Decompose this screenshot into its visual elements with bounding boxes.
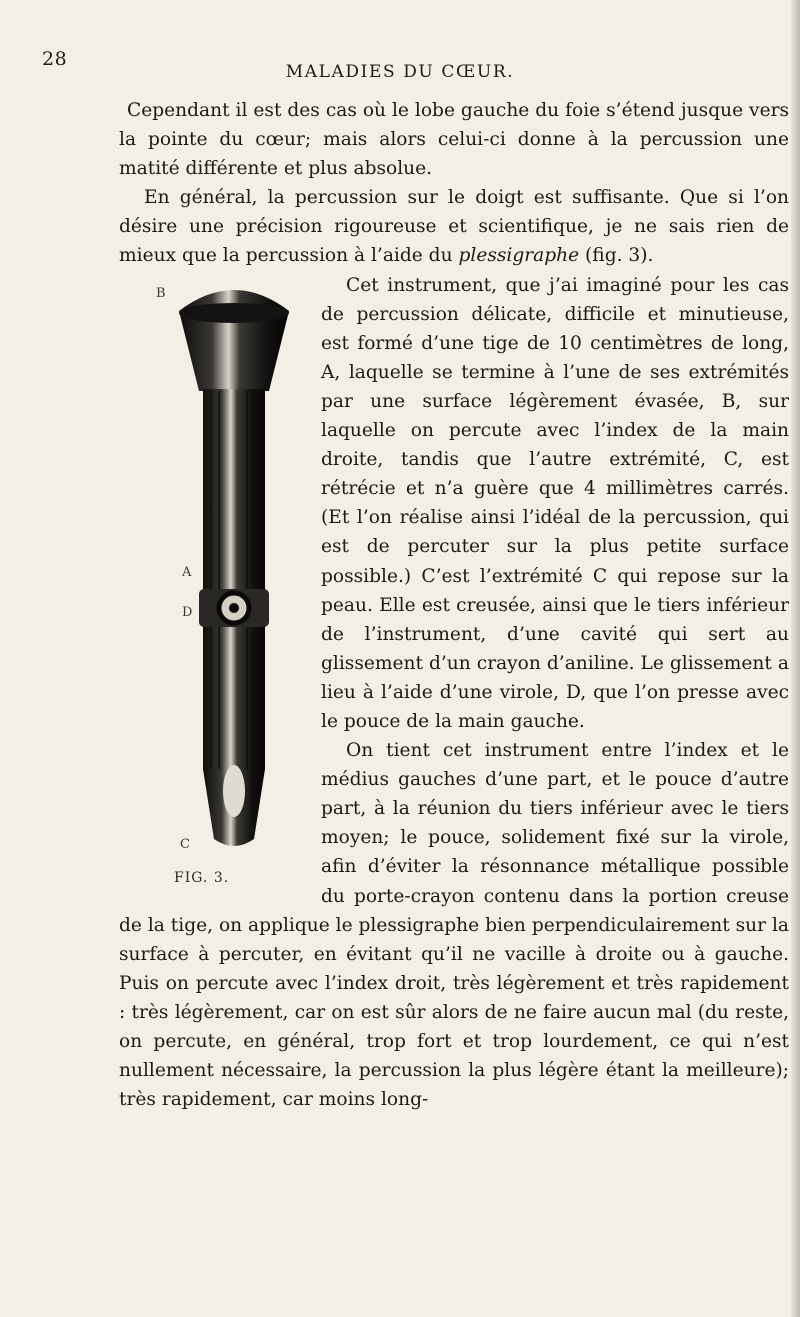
label-b: B xyxy=(156,285,166,301)
page-number: 28 xyxy=(42,48,68,70)
paragraph-2-start: En général, la percussion sur le doigt est suffisante. Que si l’on désire une précision rigoureuse et scientifique, je ne sais rien de mieux que la percussion à l’aide du xyxy=(119,187,789,267)
paragraph-2 xyxy=(119,183,789,270)
label-a: A xyxy=(182,564,192,580)
body-text xyxy=(119,96,789,1114)
figure-caption: FIG. 3. xyxy=(174,869,230,886)
label-c: C xyxy=(180,836,190,852)
running-head: MALADIES DU CŒUR. xyxy=(285,62,515,82)
plessigraphe-illustration xyxy=(119,271,315,887)
page-edge xyxy=(791,0,800,1317)
paragraph-3: Cet instrument, que j’ai imaginé pour les cas de percussion délicate, difficile et minutieuse, est formé d’une tige de 10 centimètres de long, A, laquelle se termine à l’une de ses extrémités par une surface légèrement évasée, B, sur laquelle on percute avec l’index de la main droite, tandis que l’autre extrémité, C, est rétrécie et n’a guère que 4 millimètres carrés. (Et l’on réalise ainsi l’idéal de la percussion, qui est de percuter sur la plus petite surface possible.) C’est l’extrémité C qui repose sur la peau. Elle est creusée, ainsi que le tiers inférieur de l’instrument, d’une cavité qui sert au glissement d’un crayon d’aniline. Le glissement a lieu à l’aide d’une virole, D, que l’on presse avec le pouce de la main gauche. xyxy=(321,274,789,732)
paragraph-2-end: (fig. 3). xyxy=(579,245,654,267)
figure-plessigraphe xyxy=(119,271,315,887)
paragraph-1: Cependant il est des cas où le lobe gauche du foie s’étend jusque vers la pointe du cœur; mais alors celui-ci donne à la percussion une matité différente et plus absolue. xyxy=(119,100,789,180)
paragraph-4: On tient cet instrument entre l’index et le médius gauches d’une part, et le pouce d’autre part, à la réunion du tiers inférieur avec le tiers moyen; le pouce, solidement fixé sur la virole, afin d’éviter la résonnance métallique possible du porte-crayon contenu dans la portion creuse de la tige, on applique le plessigraphe bien perpendiculairement sur la surface à percuter, en évitant qu’il ne vacille à droite ou à gauche. Puis on percute avec l’index droit, très légèrement et très rapidement : très légèrement, car on est sûr alors de ne faire aucun mal (du reste, on percute, en général, trop fort et trop lourdement, ce qui n’est nullement nécessaire, la percussion la plus légère étant la meilleure); très rapidement, car moins long- xyxy=(119,740,789,1111)
plessigraphe-term: plessigraphe xyxy=(458,245,580,267)
label-d: D xyxy=(182,604,193,620)
